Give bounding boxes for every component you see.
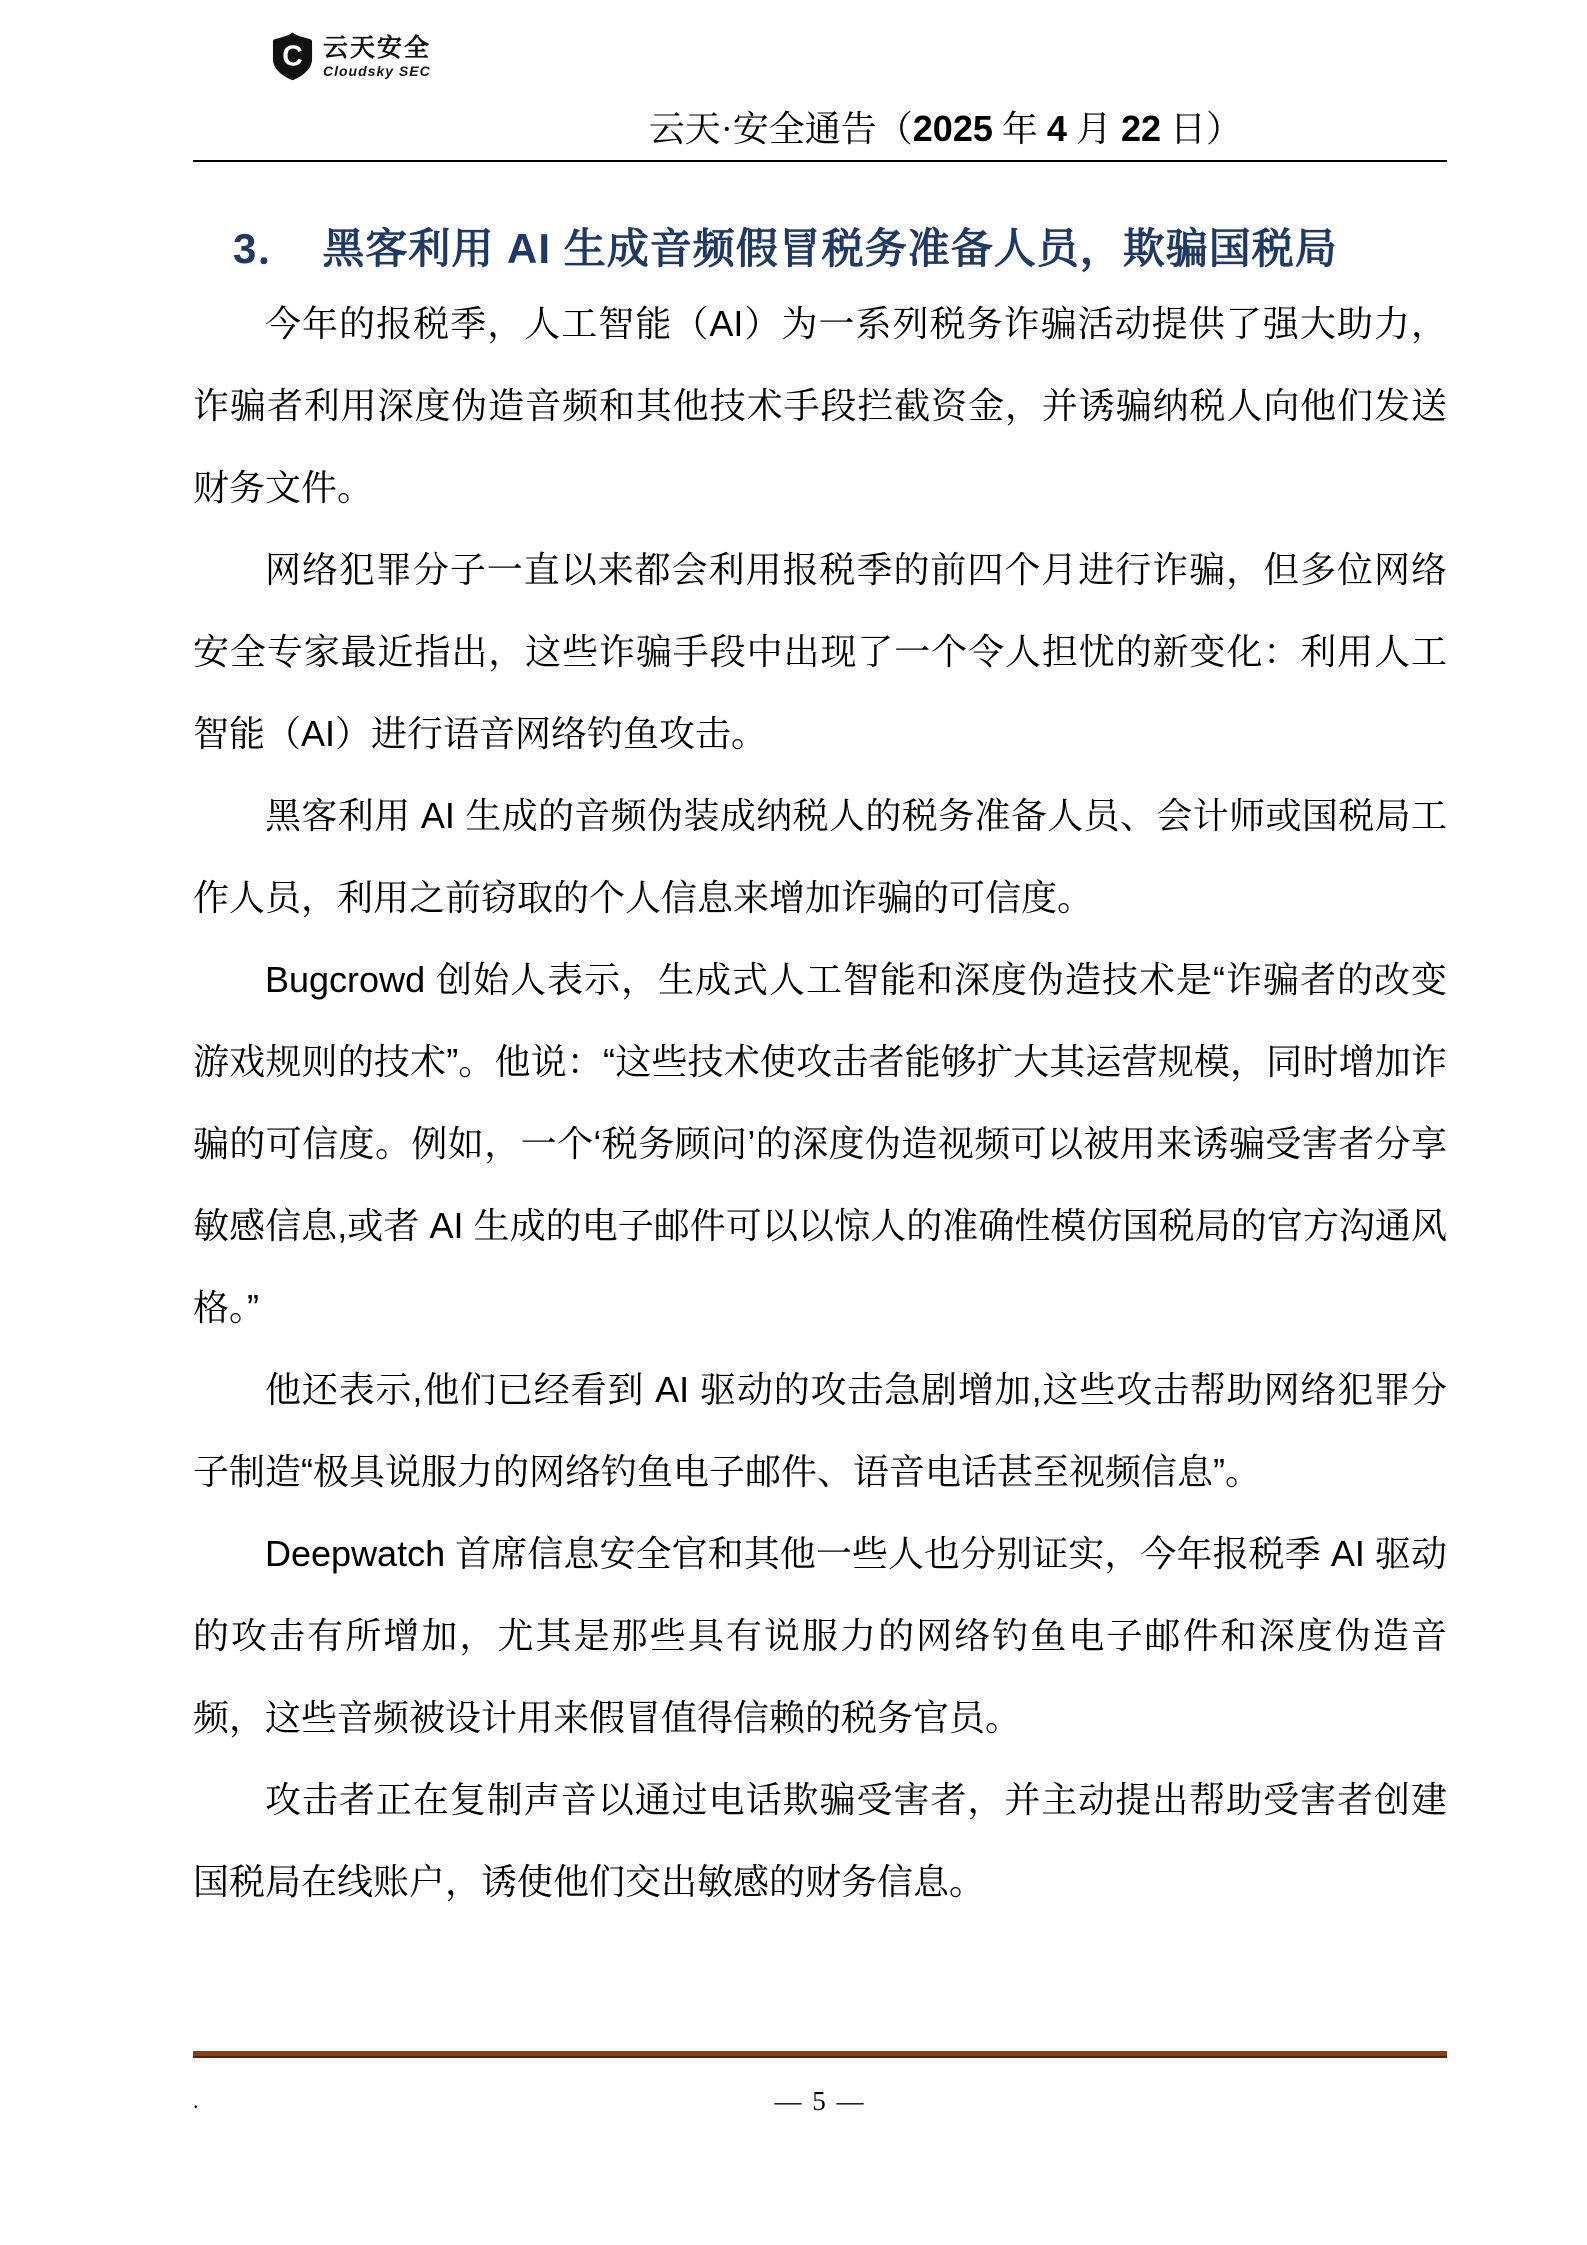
svg-text:C: C [282,40,303,73]
paragraph: Deepwatch 首席信息安全官和其他一些人也分别证实，今年报税季 AI 驱动的攻击有所增加，尤其是那些具有说服力的网络钓鱼电子邮件和深度伪造音频，这些音频被设计用来假冒值得信赖的税务官员。 [193,1533,1447,1738]
section-heading [233,216,1447,276]
footer-left-dot: . [193,2088,199,2113]
header-title [649,101,1242,152]
paragraph: 今年的报税季，人工智能（AI）为一系列税务诈骗活动提供了强大助力，诈骗者利用深度伪造音频和其他技术手段拦截资金，并诱骗纳税人向他们发送财务文件。 [193,303,1447,508]
logo-name-en: Cloudsky SEC [323,62,431,79]
shield-c-logo-icon [271,32,314,81]
document-header [193,0,1447,162]
section-title: 黑客利用 AI 生成音频假冒税务准备人员，欺骗国税局 [322,225,1338,272]
header-title-segment: 2025 [912,108,993,149]
logo-text [323,35,431,79]
paragraph: 他还表示,他们已经看到 AI 驱动的攻击急剧增加,这些攻击帮助网络犯罪分子制造“极具说服力的网络钓鱼电子邮件、语音电话甚至视频信息”。 [193,1369,1447,1492]
document-body [193,283,1447,1923]
logo-name-cn: 云天安全 [323,33,432,62]
footer-rule [193,2051,1447,2058]
paragraph: 网络犯罪分子一直以来都会利用报税季的前四个月进行诈骗，但多位网络安全专家最近指出，这些诈骗手段中出现了一个令人担忧的新变化：利用人工智能（AI）进行语音网络钓鱼攻击。 [193,549,1447,754]
header-title-segment: 4 [1046,108,1067,149]
paragraph: 黑客利用 AI 生成的音频伪装成纳税人的税务准备人员、会计师或国税局工作人员，利用之前窃取的个人信息来增加诈骗的可信度。 [193,795,1447,918]
page-number: — 5 — [774,2086,866,2116]
paragraph: 攻击者正在复制声音以通过电话欺骗受害者，并主动提出帮助受害者创建国税局在线账户，诱使他们交出敏感的财务信息。 [193,1779,1447,1902]
header-title-segment: 月 [1066,109,1121,149]
logo [271,32,431,81]
section-number: 3． [233,225,301,272]
document-footer [193,2086,1447,2126]
header-title-segment: 云天·安全通告（ [648,109,913,149]
header-title-segment: 年 [992,109,1047,149]
header-title-segment: 日） [1160,109,1242,149]
header-title-segment: 22 [1120,108,1161,149]
paragraph: Bugcrowd 创始人表示，生成式人工智能和深度伪造技术是“诈骗者的改变游戏规则的技术”。他说：“这些技术使攻击者能够扩大其运营规模，同时增加诈骗的可信度。例如，一个‘税务顾问’的深度伪造视频可以被用来诱骗受害者分享敏感信息,或者 AI 生成的电子邮件可以以惊人的准确性模仿国税局的官方沟通风格。” [193,959,1447,1328]
